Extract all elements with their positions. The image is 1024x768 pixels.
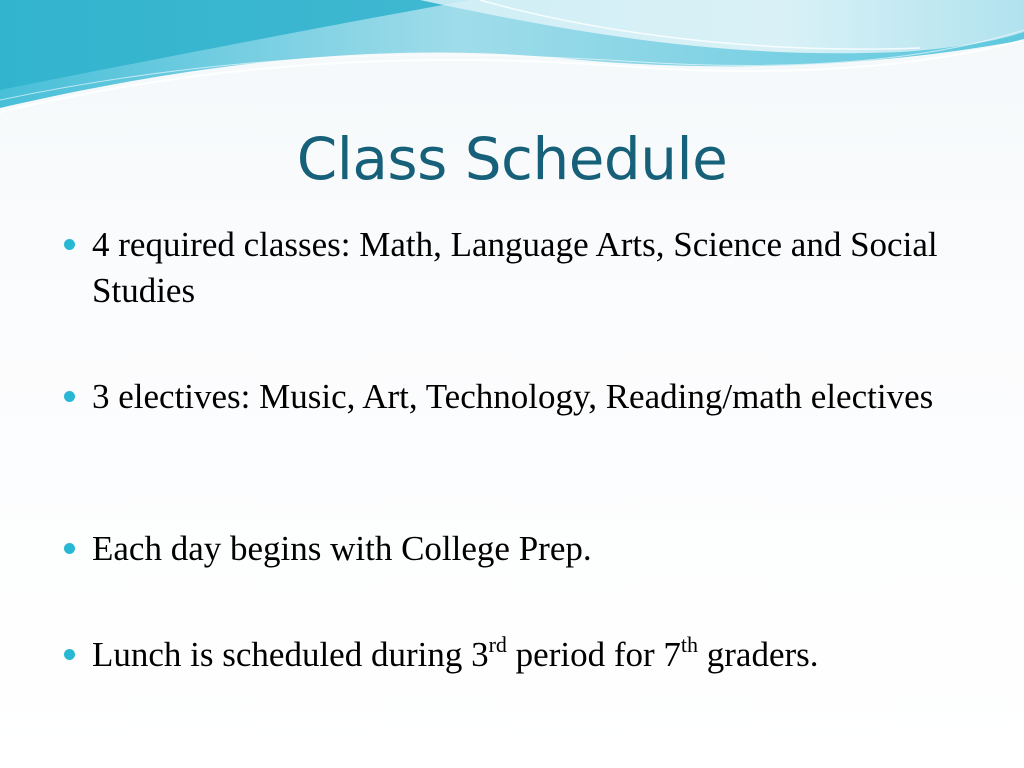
bullet-text-part: Lunch is scheduled during 3: [92, 635, 489, 674]
bullet-text: Each day begins with College Prep.: [92, 529, 592, 568]
bullet-item: [60, 632, 819, 678]
bullet-item: [60, 374, 933, 420]
bullet-dot-icon: [64, 649, 75, 660]
bullet-text: 3 electives: Music, Art, Technology, Reading/math electives: [92, 377, 934, 416]
bullet-text: 4 required classes: Math, Language Arts, Science and Social Studies: [92, 225, 938, 310]
ordinal-suffix: th: [680, 632, 699, 657]
slide-title: Class Schedule: [296, 125, 728, 193]
bullet-dot-icon: [64, 239, 75, 250]
bullet-text-part: graders.: [698, 635, 819, 674]
bullet-dot-icon: [64, 543, 75, 554]
bullet-text-part: period for 7: [506, 635, 681, 674]
header-wave-decoration: [0, 0, 1024, 130]
bullet-dot-icon: [64, 391, 75, 402]
bullet-item: [60, 222, 960, 314]
ordinal-suffix: rd: [488, 632, 507, 657]
bullet-item: [60, 526, 592, 572]
